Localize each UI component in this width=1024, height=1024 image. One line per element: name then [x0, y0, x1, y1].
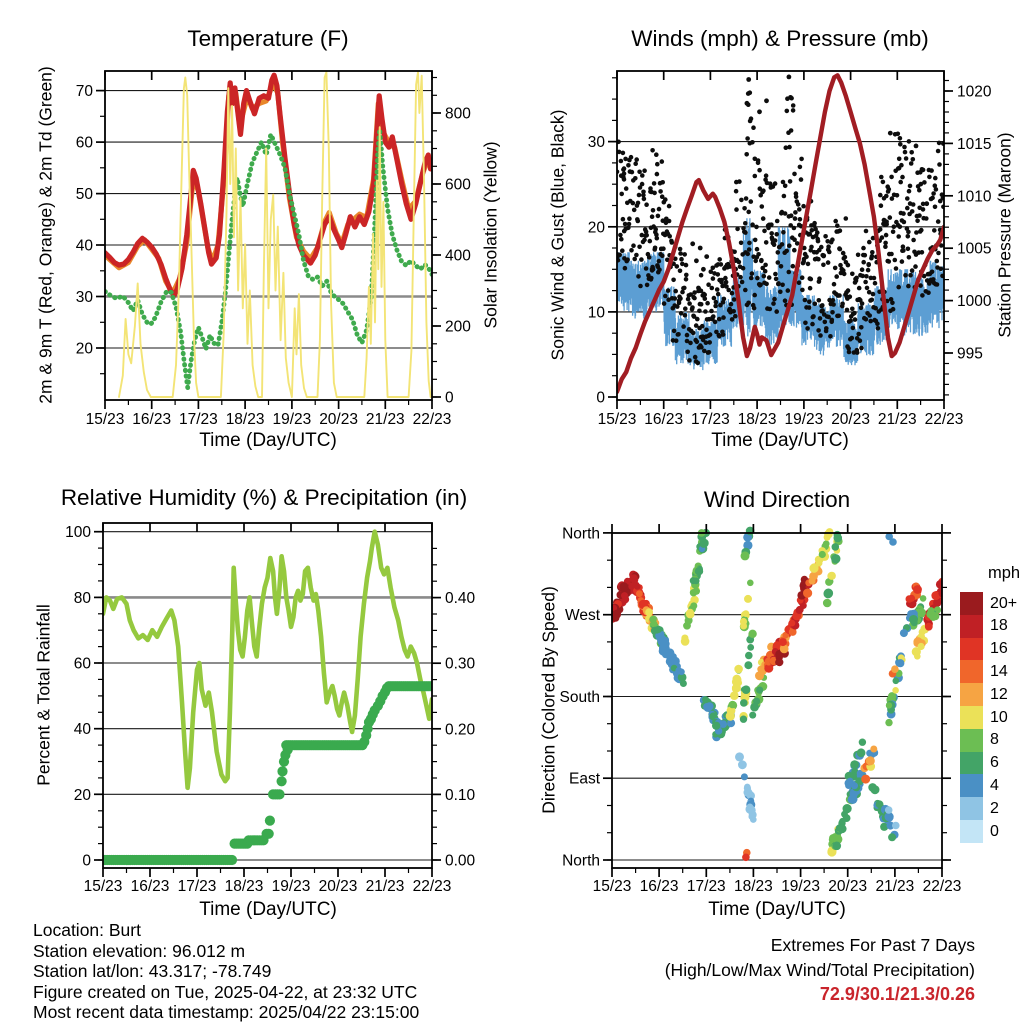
svg-text:West: West [564, 607, 600, 625]
svg-text:15/23: 15/23 [85, 411, 125, 428]
colorbar-swatch [960, 752, 983, 775]
ylabel-direction-left: Direction (Colored By Speed) [538, 586, 559, 814]
extremes-block [665, 933, 975, 1007]
svg-text:0: 0 [445, 389, 454, 407]
svg-text:20/23: 20/23 [828, 878, 868, 895]
svg-text:17/23: 17/23 [691, 411, 730, 428]
extremes-subtitle: (High/Low/Max Wind/Total Precipitation) [664, 959, 975, 980]
svg-text:30: 30 [75, 289, 93, 306]
svg-text:21/23: 21/23 [365, 878, 405, 895]
svg-text:40: 40 [73, 721, 91, 739]
svg-text:200: 200 [445, 318, 471, 336]
svg-text:800: 800 [445, 105, 471, 123]
chart-title-wind-direction: Wind Direction [703, 487, 851, 512]
svg-text:22/23: 22/23 [412, 411, 452, 428]
chart-title-rh-precip: Relative Humidity (%) & Precipitation (in) [60, 485, 468, 510]
svg-text:60: 60 [75, 134, 93, 152]
svg-text:20: 20 [75, 340, 93, 358]
colorbar-swatch [960, 660, 983, 683]
ylabel-solar-right: Solar Insolation (Yellow) [480, 141, 501, 329]
svg-text:1010: 1010 [957, 188, 992, 206]
svg-text:20: 20 [73, 786, 91, 804]
svg-text:17/23: 17/23 [179, 411, 218, 428]
svg-text:18/23: 18/23 [225, 411, 265, 428]
svg-text:21/23: 21/23 [365, 411, 405, 428]
extremes-values: 72.9/30.1/21.3/0.26 [819, 984, 975, 1004]
svg-text:1005: 1005 [957, 240, 992, 258]
colorbar-label: 18 [990, 617, 1008, 635]
colorbar-swatch [960, 820, 983, 843]
ylabel-rh-left: Percent & Total Rainfall [33, 604, 54, 786]
station-elevation: Station elevation: 96.012 m [33, 940, 246, 961]
colorbar-label: 4 [990, 776, 999, 794]
svg-text:17/23: 17/23 [177, 878, 217, 895]
svg-text:70: 70 [75, 83, 93, 101]
colorbar-label: 16 [990, 640, 1008, 658]
svg-text:15/23: 15/23 [83, 878, 123, 895]
svg-text:20: 20 [587, 219, 605, 237]
svg-text:20/23: 20/23 [831, 411, 870, 428]
svg-text:20/23: 20/23 [318, 878, 358, 895]
ylabel-temperature-left: 2m & 9m T (Red, Orange) & 2m Td (Green) [35, 66, 56, 404]
colorbar-label: 0 [990, 822, 999, 840]
svg-text:16/23: 16/23 [639, 878, 679, 895]
colorbar-swatch [960, 615, 983, 638]
svg-text:21/23: 21/23 [877, 411, 917, 428]
svg-text:22/23: 22/23 [924, 411, 964, 428]
svg-text:600: 600 [445, 176, 471, 194]
svg-text:North: North [562, 525, 600, 543]
colorbar-label: 6 [990, 754, 999, 772]
xlabel-winds-pressure: Time (Day/UTC) [711, 430, 849, 451]
svg-text:21/23: 21/23 [875, 878, 915, 895]
svg-text:0.00: 0.00 [445, 852, 476, 870]
colorbar-label: 14 [990, 662, 1008, 680]
station-latlon: Station lat/lon: 43.317; -78.749 [33, 961, 272, 982]
figure-created: Figure created on Tue, 2025-04-22, at 23:32 UTC [33, 981, 418, 1002]
colorbar-swatch [960, 592, 983, 615]
colorbar-swatch [960, 774, 983, 797]
colorbar-swatch [960, 797, 983, 820]
ylabel-pressure-right: Station Pressure (Maroon) [994, 132, 1015, 338]
svg-text:South: South [559, 689, 600, 706]
svg-text:10: 10 [587, 304, 605, 322]
svg-text:22/23: 22/23 [412, 878, 452, 895]
svg-text:East: East [568, 770, 600, 788]
colorbar-swatch [960, 683, 983, 706]
svg-text:80: 80 [73, 589, 91, 607]
colorbar-label: 2 [990, 799, 999, 817]
svg-text:18/23: 18/23 [224, 878, 264, 895]
svg-text:19/23: 19/23 [784, 411, 824, 428]
svg-text:0.10: 0.10 [445, 786, 476, 804]
svg-text:400: 400 [445, 247, 471, 265]
svg-text:16/23: 16/23 [644, 411, 684, 428]
colorbar-swatch [960, 706, 983, 729]
svg-text:19/23: 19/23 [271, 878, 311, 895]
svg-text:0: 0 [82, 852, 91, 870]
station-info [33, 920, 419, 1023]
svg-text:16/23: 16/23 [130, 878, 170, 895]
svg-text:20/23: 20/23 [319, 411, 358, 428]
xlabel-temperature: Time (Day/UTC) [199, 430, 337, 451]
svg-text:100: 100 [65, 524, 91, 542]
svg-text:18/23: 18/23 [734, 878, 773, 895]
svg-text:30: 30 [587, 134, 605, 152]
svg-text:15/23: 15/23 [597, 411, 637, 428]
svg-text:0.30: 0.30 [445, 655, 476, 673]
colorbar-title: mph [987, 564, 1021, 582]
colorbar-label: 12 [990, 685, 1008, 703]
svg-text:1015: 1015 [957, 135, 992, 153]
svg-text:16/23: 16/23 [132, 411, 172, 428]
station-location: Location: Burt [33, 920, 141, 940]
svg-text:0: 0 [596, 389, 605, 407]
colorbar-label: 20+ [990, 594, 1018, 612]
svg-text:1000: 1000 [957, 293, 992, 311]
svg-text:19/23: 19/23 [272, 411, 312, 428]
xlabel-wind-direction: Time (Day/UTC) [708, 899, 846, 920]
svg-text:40: 40 [75, 237, 93, 255]
extremes-title: Extremes For Past 7 Days [770, 935, 975, 955]
svg-text:22/23: 22/23 [922, 878, 962, 895]
xlabel-rh-precip: Time (Day/UTC) [199, 899, 337, 920]
colorbar-swatch [960, 729, 983, 752]
svg-text:0.40: 0.40 [445, 590, 476, 608]
svg-text:995: 995 [957, 345, 983, 363]
chart-title-temperature: Temperature (F) [187, 26, 349, 51]
svg-text:0.20: 0.20 [445, 721, 476, 739]
latest-timestamp: Most recent data timestamp: 2025/04/22 23:15:00 [33, 1002, 420, 1023]
colorbar-label: 8 [990, 731, 999, 749]
svg-text:North: North [562, 852, 600, 870]
svg-text:18/23: 18/23 [737, 411, 777, 428]
svg-text:60: 60 [73, 655, 91, 673]
svg-text:1020: 1020 [957, 83, 992, 101]
svg-text:17/23: 17/23 [686, 878, 726, 895]
colorbar-label: 10 [990, 708, 1008, 726]
chart-title-winds-pressure: Winds (mph) & Pressure (mb) [631, 26, 929, 51]
svg-text:50: 50 [75, 186, 93, 204]
ylabel-wind-left: Sonic Wind & Gust (Blue, Black) [547, 109, 568, 361]
svg-text:15/23: 15/23 [592, 878, 632, 895]
svg-text:19/23: 19/23 [781, 878, 820, 895]
colorbar-swatch [960, 638, 983, 661]
